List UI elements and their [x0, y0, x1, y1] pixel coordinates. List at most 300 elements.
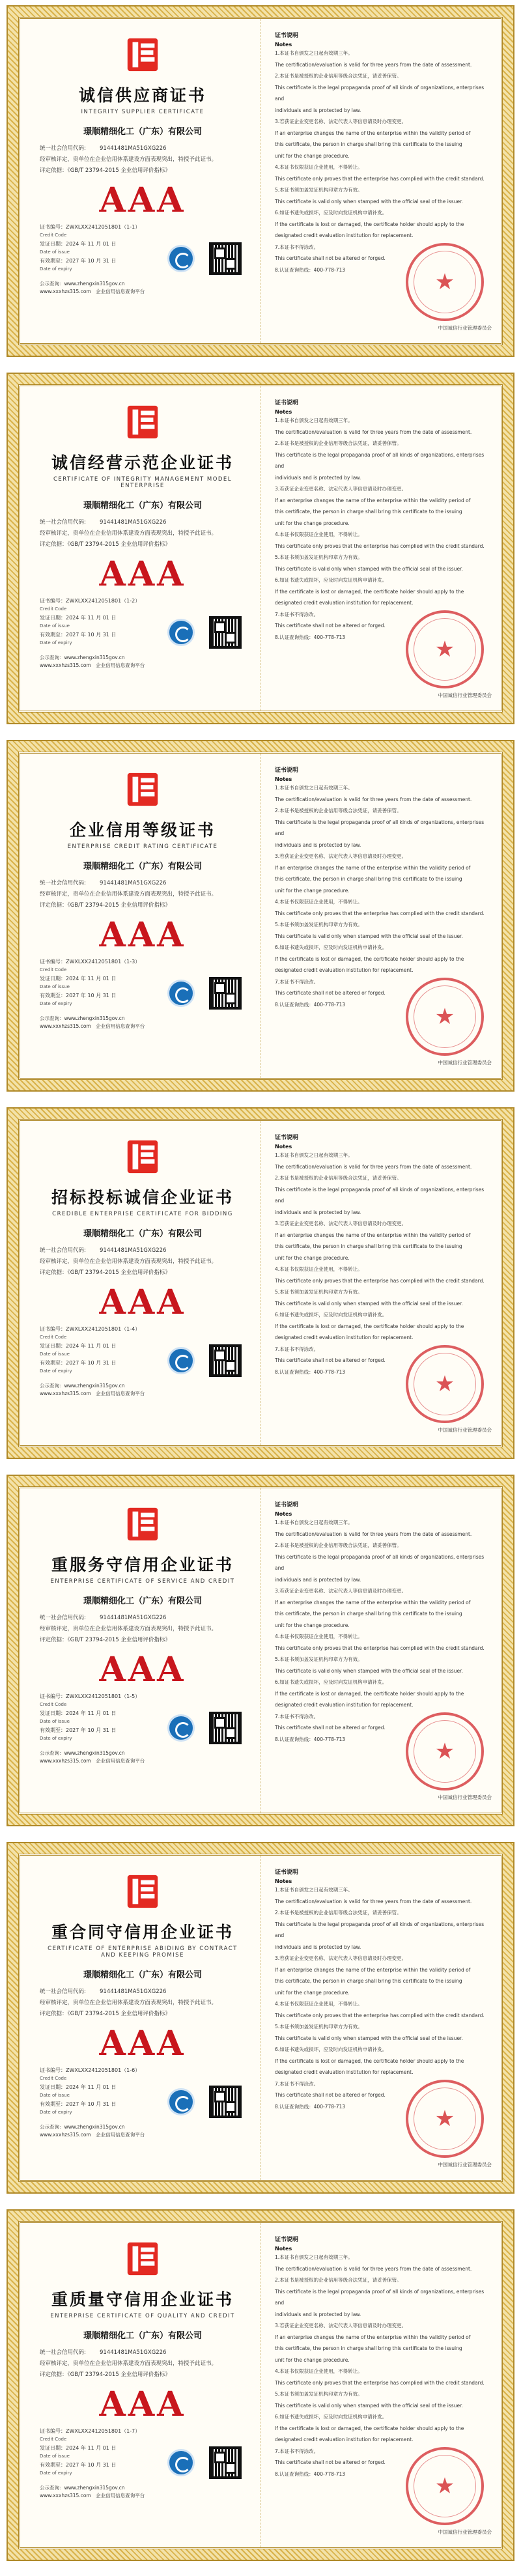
certificate-panel: [18, 1486, 503, 1815]
note-line: 2.本证书是被授权的企业信用等级合法凭证，请妥善保管。: [275, 1175, 402, 1181]
certificate-title: 诚信经营示范企业证书: [51, 453, 234, 472]
certificate-panel: [18, 1119, 503, 1447]
note-line: 4.本证书仅限获证企业使用，不得转让。: [275, 1634, 363, 1639]
valid-date-label: 有效期至：: [40, 1360, 66, 1366]
note-line: The certification/evaluation is valid for three years from the date of assessment.: [275, 1163, 472, 1170]
rating-grade: AAA: [99, 2385, 186, 2424]
issuer-name: 中国诚信行业管理委员会: [438, 2162, 492, 2168]
certificate: [7, 5, 514, 357]
query-site-1: www.zhengxin315gov.cn: [64, 2485, 125, 2491]
note-line: 6.如证书遗失或损坏，应及时向发证机构申请补发。: [275, 210, 387, 216]
note-line: The certification/evaluation is valid for three years from the date of assessment.: [275, 1531, 472, 1537]
issue-date-en: Date of issue: [40, 249, 70, 255]
evaluation-basis: 评定依据：《GB/T 23794-2015 企业信用评价指标》: [40, 1637, 171, 1643]
certificate-intro: 经审核评定，贵单位在企业信用体系建设方面表现突出，特授予此证书。: [40, 2360, 218, 2367]
note-line: This certificate shall not be altered or forged.: [275, 1725, 386, 1731]
valid-date-en: Date of expiry: [40, 1368, 72, 1374]
notes-heading: 证书说明: [275, 33, 299, 39]
valid-date-label: 有效期至：: [40, 632, 66, 638]
notes-heading: 证书说明: [275, 767, 299, 774]
certificate: [7, 373, 514, 724]
valid-date-en: Date of expiry: [40, 2110, 72, 2115]
note-line: 5.本证书须加盖发证机构印章方为有效。: [275, 554, 363, 560]
rating-grade: AAA: [99, 180, 186, 220]
note-line: If the certificate is lost or damaged, the certificate holder should apply to the: [275, 2058, 464, 2064]
valid-date-label: 有效期至：: [40, 1727, 66, 1733]
note-line: individuals and is protected by law.: [275, 2311, 361, 2317]
note-line: 5.本证书须加盖发证机构印章方为有效。: [275, 922, 363, 927]
credit-code-en: Credit Code: [40, 1335, 67, 1340]
note-line: 3.若获证企业变更名称、法定代表人等信息请及时办理变更。: [275, 1955, 407, 1961]
note-line: 6.如证书遗失或损坏，应及时向发证机构申请补发。: [275, 2046, 387, 2052]
emblem-badge-icon: [167, 1714, 195, 1742]
note-line: 4.本证书仅限获证企业使用，不得转让。: [275, 2368, 363, 2374]
note-line: this certificate, the person in charge shall bring this certificate to the issuing: [275, 1611, 462, 1617]
notes-subheading: Notes: [275, 42, 292, 48]
note-line: designated credit evaluation institution for replacement.: [275, 967, 414, 973]
official-seal-icon: ★: [406, 2080, 484, 2158]
company-name: 璟顺精细化工（广东）有限公司: [83, 1970, 202, 1980]
query-site-1: www.zhengxin315gov.cn: [64, 1383, 125, 1389]
note-line: 1.本证书自颁发之日起有效期三年。: [275, 1152, 353, 1158]
note-line: 8.认证查询热线：400-778-713: [275, 1368, 346, 1375]
note-line: This certificate only proves that the enterprise has complied with the credit standard.: [275, 2379, 485, 2386]
note-line: If the certificate is lost or damaged, the certificate holder should apply to the: [275, 955, 464, 962]
issue-date-value: 2024 年 11 月 01 日: [66, 615, 117, 621]
rating-grade: AAA: [99, 915, 186, 955]
issue-date-en: Date of issue: [40, 623, 70, 629]
notes-subheading: Notes: [275, 1511, 292, 1517]
certificate-meta: [40, 957, 246, 1008]
logo-icon: [124, 1873, 162, 1910]
note-line: individuals and is protected by law.: [275, 1944, 361, 1950]
query-site-2: www.xxxhzs315.com: [40, 1023, 91, 1029]
certificate-notes: [260, 386, 501, 711]
notes-subheading: Notes: [275, 776, 292, 782]
note-line: unit for the change procedure.: [275, 520, 350, 526]
note-line: The certification/evaluation is valid for three years from the date of assessment.: [275, 796, 472, 802]
issue-date-en: Date of issue: [40, 1719, 70, 1724]
valid-date-en: Date of expiry: [40, 1001, 72, 1006]
certificate-front: [20, 386, 260, 711]
certificate-meta: [40, 1692, 246, 1743]
note-line: 8.认证查询热线：400-778-713: [275, 2103, 346, 2110]
note-line: The certification/evaluation is valid for three years from the date of assessment.: [275, 2265, 472, 2272]
note-line: unit for the change procedure.: [275, 1989, 350, 1996]
note-line: 1.本证书自颁发之日起有效期三年。: [275, 785, 353, 791]
note-line: individuals and is protected by law.: [275, 1209, 361, 1215]
certificate-meta: [40, 2427, 246, 2478]
note-line: This certificate is valid only when stamped with the official seal of the issuer.: [275, 565, 463, 572]
cert-no-value: ZWXLXX2412051801（1-7）: [66, 2428, 141, 2434]
note-line: 2.本证书是被授权的企业信用等级合法凭证，请妥善保管。: [275, 808, 402, 814]
official-seal-icon: ★: [406, 1712, 484, 1790]
valid-date-en: Date of expiry: [40, 2470, 72, 2476]
note-line: 6.如证书遗失或损坏，应及时向发证机构申请补发。: [275, 1679, 387, 1685]
note-line: This certificate is valid only when stamped with the official seal of the issuer.: [275, 2402, 463, 2409]
official-seal-icon: ★: [406, 2447, 484, 2525]
cert-no-label: 证书编号：: [40, 224, 66, 230]
issue-date-en: Date of issue: [40, 984, 70, 989]
note-line: 7.本证书不得涂改。: [275, 1346, 319, 1352]
certificate: [7, 1107, 514, 1459]
rating-grade: AAA: [99, 2024, 186, 2063]
valid-date-en: Date of expiry: [40, 640, 72, 645]
note-line: this certificate, the person in charge shall bring this certificate to the issuing: [275, 1978, 462, 1984]
query-info: [40, 2484, 246, 2500]
note-line: 6.如证书遗失或损坏，应及时向发证机构申请补发。: [275, 2414, 387, 2420]
notes-list: [275, 1517, 486, 1745]
query-site-2: www.xxxhzs315.com: [40, 2493, 91, 2498]
query-label: 公示查询：: [40, 655, 64, 660]
certificate-subtitle: CREDIBLE ENTERPRISE CERTIFICATE FOR BIDDING: [52, 1211, 233, 1217]
official-seal-icon: ★: [406, 1345, 484, 1423]
note-line: If the certificate is lost or damaged, the certificate holder should apply to the: [275, 1323, 464, 1329]
note-line: This certificate is valid only when stamped with the official seal of the issuer.: [275, 933, 463, 939]
qr-code-icon: [209, 616, 242, 649]
query-note: 企业信用信息查询平台: [96, 2132, 145, 2138]
cert-no-label: 证书编号：: [40, 1326, 66, 1332]
notes-list: [275, 1150, 486, 1378]
query-note: 企业信用信息查询平台: [96, 662, 145, 668]
issue-date-en: Date of issue: [40, 2454, 70, 2459]
note-line: This certificate shall not be altered or forged.: [275, 1357, 386, 1363]
cert-no-label: 证书编号：: [40, 959, 66, 965]
company-name: 璟顺精细化工（广东）有限公司: [83, 1596, 202, 1606]
notes-heading: 证书说明: [275, 1502, 299, 1508]
query-site-2: www.xxxhzs315.com: [40, 289, 91, 294]
note-line: This certificate is the legal propaganda proof of all kinds of organizations, enterprises and: [275, 1921, 485, 1938]
certificate-intro: 经审核评定，贵单位在企业信用体系建设方面表现突出，特授予此证书。: [40, 2000, 218, 2006]
note-line: If an enterprise changes the name of the enterprise within the validity period of: [275, 2334, 471, 2340]
note-line: individuals and is protected by law.: [275, 474, 361, 481]
note-line: If an enterprise changes the name of the enterprise within the validity period of: [275, 1966, 471, 1973]
query-site-1: www.zhengxin315gov.cn: [64, 1015, 125, 1021]
note-line: The certification/evaluation is valid for three years from the date of assessment.: [275, 429, 472, 435]
issue-date-label: 发证日期：: [40, 1710, 66, 1716]
certificate-panel: [18, 17, 503, 345]
note-line: 5.本证书须加盖发证机构印章方为有效。: [275, 1656, 363, 1662]
note-line: unit for the change procedure.: [275, 1254, 350, 1261]
note-line: 6.如证书遗失或损坏，应及时向发证机构申请补发。: [275, 1312, 387, 1318]
note-line: this certificate, the person in charge shall bring this certificate to the issuing: [275, 876, 462, 882]
note-line: 6.如证书遗失或损坏，应及时向发证机构申请补发。: [275, 944, 387, 950]
certificate: [7, 740, 514, 1092]
note-line: This certificate is valid only when stamped with the official seal of the issuer.: [275, 1667, 463, 1674]
credit-code-en: Credit Code: [40, 606, 67, 612]
company-name: 璟顺精细化工（广东）有限公司: [83, 862, 202, 871]
query-info: [40, 654, 246, 670]
note-line: This certificate is the legal propaganda proof of all kinds of organizations, enterprises and: [275, 451, 485, 469]
company-name: 璟顺精细化工（广东）有限公司: [83, 501, 202, 511]
query-label: 公示查询：: [40, 1750, 64, 1756]
credit-code-value: 91441481MA51GXG226: [100, 1615, 167, 1621]
note-line: 3.若获证企业变更名称、法定代表人等信息请及时办理变更。: [275, 1588, 407, 1594]
certificate: [7, 1842, 514, 2194]
note-line: This certificate only proves that the enterprise has complied with the credit standard.: [275, 2012, 485, 2018]
query-label: 公示查询：: [40, 2124, 64, 2130]
query-label: 公示查询：: [40, 1383, 64, 1389]
issue-date-label: 发证日期：: [40, 615, 66, 621]
issuer-name: 中国诚信行业管理委员会: [438, 2529, 492, 2535]
valid-date-label: 有效期至：: [40, 993, 66, 998]
emblem-badge-icon: [167, 2088, 195, 2116]
logo-icon: [124, 2240, 162, 2278]
valid-date-value: 2027 年 10 月 31 日: [66, 2101, 117, 2107]
certificate-front: [20, 754, 260, 1078]
notes-subheading: Notes: [275, 409, 292, 415]
qr-code-icon: [209, 1344, 242, 1377]
valid-date-label: 有效期至：: [40, 258, 66, 264]
query-label: 公示查询：: [40, 281, 64, 287]
cert-no-value: ZWXLXX2412051801（1-2）: [66, 598, 141, 604]
certificate-panel: [18, 752, 503, 1080]
emblem-badge-icon: [167, 2449, 195, 2476]
certificate-title: 诚信供应商证书: [78, 86, 206, 105]
certificate-fields: [40, 2347, 246, 2381]
note-line: unit for the change procedure.: [275, 152, 350, 159]
certificate-meta: [40, 2066, 246, 2117]
certificate-subtitle: CERTIFICATE OF INTEGRITY MANAGEMENT MODEL ENTERPRISE: [53, 476, 232, 489]
note-line: unit for the change procedure.: [275, 2357, 350, 2363]
issue-date-label: 发证日期：: [40, 2445, 66, 2451]
certificate-subtitle: ENTERPRISE CREDIT RATING CERTIFICATE: [67, 843, 218, 850]
note-line: 8.认证查询热线：400-778-713: [275, 1001, 346, 1008]
emblem-badge-icon: [167, 245, 195, 272]
certificate-notes: [260, 1856, 501, 2180]
note-line: unit for the change procedure.: [275, 887, 350, 894]
company-name: 璟顺精细化工（广东）有限公司: [83, 127, 202, 137]
note-line: 2.本证书是被授权的企业信用等级合法凭证，请妥善保管。: [275, 2277, 402, 2283]
issue-date-value: 2024 年 11 月 01 日: [66, 976, 117, 982]
note-line: The certification/evaluation is valid for three years from the date of assessment.: [275, 1898, 472, 1904]
logo-icon: [124, 771, 162, 808]
cert-no-label: 证书编号：: [40, 1693, 66, 1699]
rating-grade: AAA: [99, 554, 186, 594]
note-line: unit for the change procedure.: [275, 1622, 350, 1628]
valid-date-value: 2027 年 10 月 31 日: [66, 993, 117, 998]
note-line: This certificate is the legal propaganda proof of all kinds of organizations, enterprises and: [275, 84, 485, 102]
note-line: 1.本证书自颁发之日起有效期三年。: [275, 1887, 353, 1893]
notes-list: [275, 782, 486, 1010]
credit-code-en: Credit Code: [40, 967, 67, 972]
cert-no-value: ZWXLXX2412051801（1-5）: [66, 1693, 141, 1699]
query-site-1: www.zhengxin315gov.cn: [64, 655, 125, 660]
valid-date-en: Date of expiry: [40, 1736, 72, 1741]
certificate-notes: [260, 1121, 501, 1445]
cert-no-label: 证书编号：: [40, 2067, 66, 2073]
certificate-front: [20, 19, 260, 343]
note-line: If the certificate is lost or damaged, the certificate holder should apply to the: [275, 221, 464, 227]
credit-code-label: 统一社会信用代码:: [40, 1989, 86, 1995]
qr-code-icon: [209, 2446, 242, 2479]
query-info: [40, 1015, 246, 1030]
note-line: This certificate only proves that the enterprise has complied with the credit standard.: [275, 175, 485, 182]
query-label: 公示查询：: [40, 1015, 64, 1021]
note-line: designated credit evaluation institution for replacement.: [275, 2437, 414, 2442]
note-line: This certificate is the legal propaganda proof of all kinds of organizations, enterprises and: [275, 1186, 485, 1204]
certificate-subtitle: ENTERPRISE CERTIFICATE OF SERVICE AND CREDIT: [50, 1578, 235, 1585]
issuer-name: 中国诚信行业管理委员会: [438, 325, 492, 331]
credit-code-en: Credit Code: [40, 1702, 67, 1707]
note-line: 5.本证书须加盖发证机构印章方为有效。: [275, 1289, 363, 1295]
query-site-1: www.zhengxin315gov.cn: [64, 281, 125, 287]
note-line: 4.本证书仅限获证企业使用，不得转让。: [275, 899, 363, 905]
cert-no-value: ZWXLXX2412051801（1-3）: [66, 959, 141, 965]
issue-date-label: 发证日期：: [40, 241, 66, 247]
note-line: 6.如证书遗失或损坏，应及时向发证机构申请补发。: [275, 577, 387, 583]
notes-list: [275, 415, 486, 643]
cert-no-value: ZWXLXX2412051801（1-1）: [66, 224, 141, 230]
note-line: 1.本证书自颁发之日起有效期三年。: [275, 418, 353, 423]
valid-date-value: 2027 年 10 月 31 日: [66, 2462, 117, 2468]
query-site-2: www.xxxhzs315.com: [40, 1391, 91, 1396]
qr-code-icon: [209, 2086, 242, 2118]
note-line: 8.认证查询热线：400-778-713: [275, 634, 346, 640]
credit-code-en: Credit Code: [40, 233, 67, 238]
note-line: If an enterprise changes the name of the enterprise within the validity period of: [275, 1232, 471, 1238]
note-line: this certificate, the person in charge shall bring this certificate to the issuing: [275, 141, 462, 147]
query-note: 企业信用信息查询平台: [96, 2493, 145, 2498]
note-line: If the certificate is lost or damaged, the certificate holder should apply to the: [275, 2425, 464, 2431]
certificate-fields: [40, 1987, 246, 2020]
cert-no-label: 证书编号：: [40, 2428, 66, 2434]
note-line: The certification/evaluation is valid for three years from the date of assessment.: [275, 61, 472, 68]
note-line: If an enterprise changes the name of the enterprise within the validity period of: [275, 864, 471, 871]
note-line: This certificate only proves that the enterprise has complied with the credit standard.: [275, 543, 485, 549]
valid-date-value: 2027 年 10 月 31 日: [66, 632, 117, 638]
note-line: this certificate, the person in charge shall bring this certificate to the issuing: [275, 2345, 462, 2351]
certificate-notes: [260, 2223, 501, 2547]
credit-code-label: 统一社会信用代码:: [40, 880, 86, 886]
note-line: 8.认证查询热线：400-778-713: [275, 266, 346, 273]
credit-code-label: 统一社会信用代码:: [40, 1247, 86, 1254]
certificate-notes: [260, 1488, 501, 1813]
issue-date-label: 发证日期：: [40, 1343, 66, 1349]
credit-code-value: 91441481MA51GXG226: [100, 1247, 167, 1254]
credit-code-label: 统一社会信用代码:: [40, 1615, 86, 1621]
note-line: 5.本证书须加盖发证机构印章方为有效。: [275, 2024, 363, 2030]
certificate-subtitle: ENTERPRISE CERTIFICATE OF QUALITY AND CREDIT: [50, 2313, 235, 2319]
notes-heading: 证书说明: [275, 400, 299, 406]
note-line: designated credit evaluation institution for replacement.: [275, 2069, 414, 2075]
qr-code-icon: [209, 977, 242, 1010]
note-line: This certificate shall not be altered or forged.: [275, 255, 386, 261]
certificate-panel: [18, 1854, 503, 2182]
query-note: 企业信用信息查询平台: [96, 289, 145, 294]
emblem-badge-icon: [167, 980, 195, 1007]
note-line: 8.认证查询热线：400-778-713: [275, 2470, 346, 2477]
emblem-badge-icon: [167, 1347, 195, 1374]
query-info: [40, 280, 246, 296]
note-line: 2.本证书是被授权的企业信用等级合法凭证，请妥善保管。: [275, 1910, 402, 1916]
query-site-2: www.xxxhzs315.com: [40, 2132, 91, 2138]
certificate-title: 重服务守信用企业证书: [51, 1555, 234, 1574]
certificate-meta: [40, 597, 246, 647]
official-seal-icon: ★: [406, 978, 484, 1056]
valid-date-value: 2027 年 10 月 31 日: [66, 1727, 117, 1733]
note-line: designated credit evaluation institution for replacement.: [275, 1702, 414, 1708]
note-line: 3.若获证企业变更名称、法定代表人等信息请及时办理变更。: [275, 119, 407, 124]
credit-code-label: 统一社会信用代码:: [40, 2349, 86, 2356]
logo-icon: [124, 1138, 162, 1176]
certificate-panel: [18, 384, 503, 713]
issue-date-en: Date of issue: [40, 2093, 70, 2098]
note-line: individuals and is protected by law.: [275, 842, 361, 848]
note-line: 7.本证书不得涂改。: [275, 2448, 319, 2454]
note-line: 2.本证书是被授权的企业信用等级合法凭证，请妥善保管。: [275, 73, 402, 79]
certificate: [7, 1475, 514, 1826]
certificate-intro: 经审核评定，贵单位在企业信用体系建设方面表现突出，特授予此证书。: [40, 530, 218, 537]
notes-subheading: Notes: [275, 1144, 292, 1150]
note-line: 4.本证书仅限获证企业使用，不得转让。: [275, 531, 363, 537]
note-line: This certificate shall not be altered or forged.: [275, 623, 386, 629]
query-site-2: www.xxxhzs315.com: [40, 662, 91, 668]
issuer-name: 中国诚信行业管理委员会: [438, 1060, 492, 1066]
valid-date-label: 有效期至：: [40, 2462, 66, 2468]
note-line: 1.本证书自颁发之日起有效期三年。: [275, 50, 353, 56]
emblem-badge-icon: [167, 619, 195, 646]
note-line: This certificate is the legal propaganda proof of all kinds of organizations, enterprises and: [275, 2288, 485, 2306]
query-site-1: www.zhengxin315gov.cn: [64, 1750, 125, 1756]
credit-code-value: 91441481MA51GXG226: [100, 145, 167, 152]
credit-code-value: 91441481MA51GXG226: [100, 1989, 167, 1995]
certificate-title: 重合同守信用企业证书: [51, 1923, 234, 1942]
valid-date-en: Date of expiry: [40, 266, 72, 272]
cert-no-label: 证书编号：: [40, 598, 66, 604]
certificate-front: [20, 2223, 260, 2547]
certificate-subtitle: CERTIFICATE OF ENTERPRISE ABIDING BY CONTRACT AND KEEPING PROMISE: [48, 1946, 238, 1959]
certificate-panel: [18, 2221, 503, 2549]
note-line: This certificate only proves that the enterprise has complied with the credit standard.: [275, 1277, 485, 1284]
note-line: This certificate shall not be altered or forged.: [275, 990, 386, 996]
note-line: This certificate is valid only when stamped with the official seal of the issuer.: [275, 1300, 463, 1307]
issue-date-value: 2024 年 11 月 01 日: [66, 2084, 117, 2090]
valid-date-value: 2027 年 10 月 31 日: [66, 258, 117, 264]
note-line: designated credit evaluation institution for replacement.: [275, 233, 414, 238]
issue-date-en: Date of issue: [40, 1352, 70, 1357]
note-line: This certificate is valid only when stamped with the official seal of the issuer.: [275, 198, 463, 205]
certificate-meta: [40, 1325, 246, 1376]
issue-date-label: 发证日期：: [40, 976, 66, 982]
certificate-title: 重质量守信用企业证书: [51, 2290, 234, 2309]
query-label: 公示查询：: [40, 2485, 64, 2491]
note-line: If an enterprise changes the name of the enterprise within the validity period of: [275, 1599, 471, 1606]
note-line: This certificate only proves that the enterprise has complied with the credit standard.: [275, 1645, 485, 1651]
certificate-notes: [260, 754, 501, 1078]
note-line: 4.本证书仅限获证企业使用，不得转让。: [275, 1266, 363, 1272]
note-line: 3.若获证企业变更名称、法定代表人等信息请及时办理变更。: [275, 2323, 407, 2328]
query-site-1: www.zhengxin315gov.cn: [64, 2124, 125, 2130]
certificate-fields: [40, 1245, 246, 1279]
notes-list: [275, 48, 486, 276]
note-line: individuals and is protected by law.: [275, 107, 361, 113]
company-name: 璟顺精细化工（广东）有限公司: [83, 2331, 202, 2341]
issue-date-value: 2024 年 11 月 01 日: [66, 2445, 117, 2451]
certificate: [7, 2209, 514, 2561]
certificate-front: [20, 1856, 260, 2180]
note-line: 3.若获证企业变更名称、法定代表人等信息请及时办理变更。: [275, 1221, 407, 1226]
credit-code-label: 统一社会信用代码:: [40, 145, 86, 152]
issue-date-value: 2024 年 11 月 01 日: [66, 1343, 117, 1349]
issuer-name: 中国诚信行业管理委员会: [438, 692, 492, 698]
note-line: This certificate only proves that the enterprise has complied with the credit standard.: [275, 910, 485, 916]
note-line: If the certificate is lost or damaged, the certificate holder should apply to the: [275, 588, 464, 595]
note-line: 3.若获证企业变更名称、法定代表人等信息请及时办理变更。: [275, 486, 407, 492]
note-line: 2.本证书是被授权的企业信用等级合法凭证，请妥善保管。: [275, 440, 402, 446]
certificate-front: [20, 1488, 260, 1813]
evaluation-basis: 评定依据：《GB/T 23794-2015 企业信用评价指标》: [40, 541, 171, 548]
